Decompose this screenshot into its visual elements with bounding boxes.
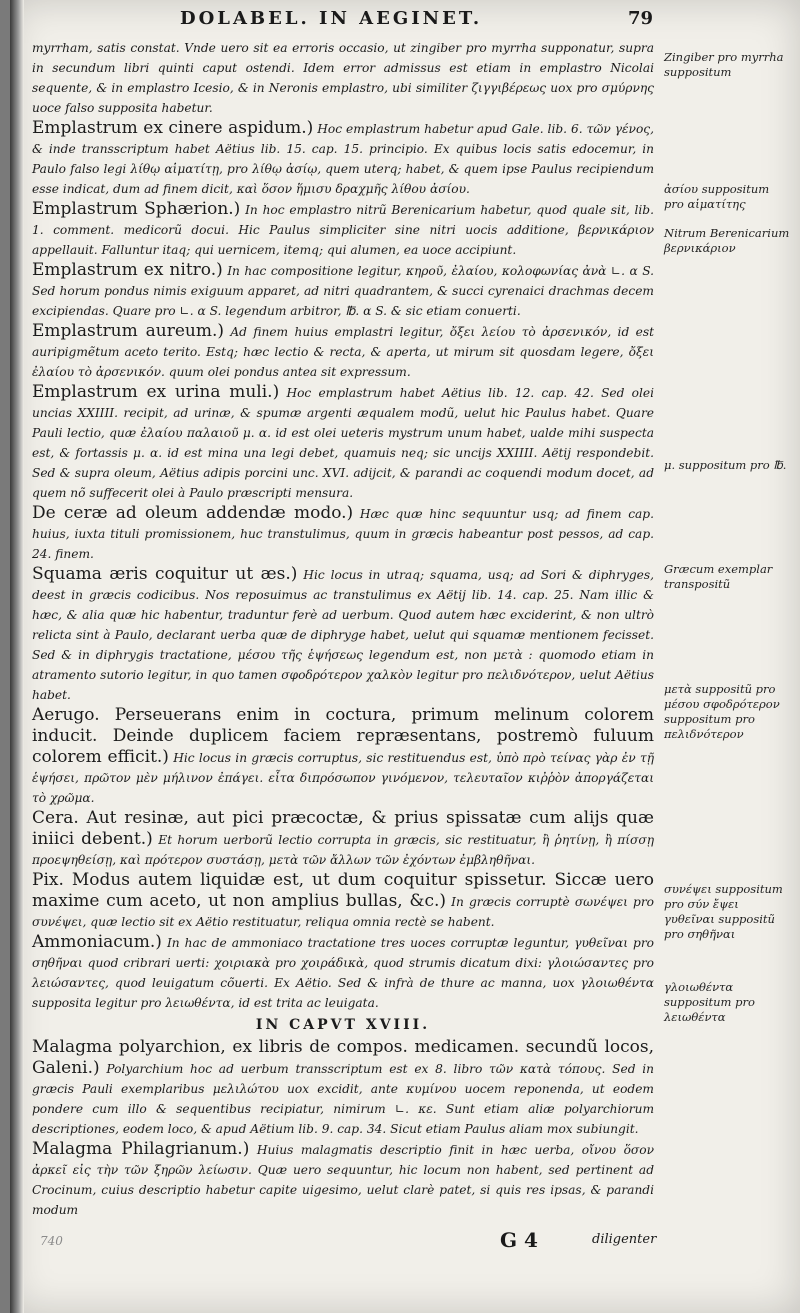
margin-note: γλοιωθέντα suppositum pro λειωθέντα: [664, 980, 755, 1024]
lemma-heading: De ceræ ad oleum addendæ modo.): [32, 503, 354, 523]
main-text-column: [32, 38, 654, 1220]
lemma-heading: Malagma polyarchion, ex libris de compos. medicamen. secundũ locos, Galeni.): [32, 1037, 654, 1078]
commentary-text: In hoc emplastro nitrũ Berenicarium habetur, quod quale sit, lib. 1. comment. medicorũ docui. Hic Paulus simpliciter sine nitri uocis additione, βερνικάριον appellauit. Falluntur itaq; qui uernicem, itemq; qui alumen, ea uoce accipiunt.: [32, 203, 654, 257]
commentary-text: Ad finem huius emplastri legitur, ὄξει λείου τὸ ἀρσενικόν, id est auripigmẽtum aceto terito. Estq; hæc lectio & recta, & aperta, ut mirum sit quosdam legere, ὄξει ἐλαίου τὸ ἀρσενικόν. quum olei pondus antea sit expressum.: [32, 325, 654, 379]
chapter-heading: IN CAPVT XVIII.: [255, 1017, 431, 1033]
commentary-entry: [32, 705, 654, 808]
binding-gutter: [10, 0, 24, 1313]
margin-note: μ. suppositum pro ℔.: [664, 458, 787, 472]
commentary-entry: [32, 1037, 654, 1139]
lemma-heading: Pix. Modus autem liquidæ est, ut dum coquitur spissetur. Siccæ uero maxime cum aceto, ut non amplius bullas, &c.): [32, 870, 654, 911]
commentary-entry: [32, 382, 654, 503]
commentary-text: In græcis corruptè σωνέψει pro συνέψει, quæ lectio sit ex Aëtio restituatur, reliqua omnia rectè se habent.: [32, 895, 654, 929]
margin-note: ἀσίου suppositum pro αἱματίτης: [664, 182, 770, 211]
paragraph: myrrham, satis constat. Vnde uero sit ea erroris occasio, ut zingiber pro myrrha supponatur, supra in secundum libri quinti caput ostendi. Idem error admissus est etiam in emplastro Nicolai sequente, & in emplastro Icesio, & in Neronis emplastro, ubi similiter ζιγγιβέρεως uox pro σμύρνης uoce falso supposita habetur.: [32, 41, 654, 115]
book-page: [10, 0, 800, 1313]
lemma-heading: Emplastrum ex urina muli.): [32, 382, 280, 402]
commentary-text: Hic locus in græcis corruptus, sic restituendus est, ὑπὸ πρὸ τείνας γὰρ ἐν τῇ ἑψήσει, πρῶτον μὲν μήλινον ἐπάγει. εἶτα διπρόσωπον γινόμενον, τελευταῖον κιῤῥὸν ἀποργάζεται τὸ χρῶμα.: [32, 751, 655, 805]
commentary-text: Huius malagmatis descriptio finit in hæc uerba, οἴνου ὅσον ἀρκεῖ εἰς τὴν τῶν ξηρῶν λείωσιν. Quæ uero sequuntur, hic locum non habent, sed pertinent ad Crocinum, cuius descriptio habetur capite uigesimo, uelut clarè patet, si quis res ipsas, & parandi modum: [32, 1143, 654, 1217]
lemma-heading: Emplastrum ex cinere aspidum.): [32, 118, 314, 138]
commentary-text: Hoc emplastrum habet Aëtius lib. 12. cap. 42. Sed olei uncias XXIIII. recipit, ad urinæ, & spumæ argenti æqualem modũ, uelut hic Paulus habet. Quare Pauli lectio, quæ ἐλαίου παλαιοῦ μ. α. id est olei ueteris mystrum unum habet, ualde mihi suspecta est, & fortassis μ. α. id est mina una legi debet, quamuis neq; sic uncijs XXIIII. Aëtij respondebit. Sed & supra oleum, Aëtius adipis porcini unc. XVI. adijcit, & parandi ac coquendi modum docet, ad quem nõ suffecerit olei à Paulo præscripti mensura.: [32, 386, 654, 500]
lemma-heading: Ammoniacum.): [32, 932, 162, 952]
margin-note: μετὰ suppositũ pro μέσου σφοδρότερον suppositum pro πελιδνότερον: [664, 682, 780, 741]
commentary-entry: [32, 564, 654, 705]
commentary-entry: [32, 808, 654, 870]
commentary-entry: [32, 118, 654, 199]
commentary-text: Hæc quæ hinc sequuntur usq; ad finem cap. huius, iuxta tituli promissionem, huc transtulimus, quum in græcis habeantur post pessos, ad cap. 24. finem.: [32, 507, 654, 561]
margin-note: Græcum exemplar transpositũ: [664, 562, 773, 591]
page-header: [80, 6, 680, 34]
lemma-heading: Emplastrum Sphærion.): [32, 199, 241, 219]
commentary-text: Et horum uerborũ lectio corrupta in græcis, sic restituatur, ἢ ῥητίνῃ, ἢ πίσσῃ προεψηθείσῃ, καὶ πρότερον συστάσῃ, μετὰ τῶν ἄλλων τῶν ἐχόντων ἐμβληθῆναι.: [32, 833, 654, 867]
lemma-heading: Emplastrum ex nitro.): [32, 260, 223, 280]
commentary-entry: [32, 503, 654, 564]
commentary-entry: [32, 870, 654, 932]
commentary-entry: [32, 199, 654, 260]
page-footer: [32, 1226, 657, 1262]
commentary-entry: [32, 260, 654, 321]
commentary-entry: [32, 321, 654, 382]
margin-note: συνέψει suppositum pro σύν ἔψει γυθεῖναι suppositũ pro σηθῆναι: [664, 882, 783, 941]
running-head: DOLABEL. IN AEGINET.: [180, 8, 483, 29]
commentary-text: Hic locus in utraq; squama, usq; ad Sori & diphryges, deest in græcis codicibus. Nos reposuimus ac transtulimus ex Aëtij lib. 14. cap. 25. Nam illic & hæc, & alia quæ hic habentur, traduntur ferè ad uerbum. Quod autem hæc exciderint, & non ultrò relicta sint à Paulo, declarant uerba quæ de diphryge habet, uelut qui squamæ mentionem fecisset. Sed & in diphrygis tractatione, μέσου τῆς ἑψήσεως legendum est, non μετὰ : quomodo etiam in atramento sutorio legitur, in quo tamen σφοδρότερον χαλκὸν legitur pro πελιδνότερον, uelut Aëtius habet.: [32, 568, 654, 702]
commentary-text: Polyarchium hoc ad uerbum transscriptum est ex 8. libro τῶν κατὰ τόπους. Sed in græcis Pauli exemplaribus μελιλώτου uox excidit, ante κυμίνου uocem reponenda, ut eodem pondere cum illo & sequentibus recipiatur, nimirum ∟. κε. Sunt etiam aliæ polyarchiorum descriptiones, eodem loco, & apud Aëtium lib. 9. cap. 34. Sicut etiam Paulus aliam mox subiungit.: [32, 1062, 654, 1136]
margin-note: Nitrum Berenicarium βερνικάριον: [664, 226, 790, 255]
lemma-heading: Malagma Philagrianum.): [32, 1139, 250, 1159]
lemma-heading: Squama æris coquitur ut æs.): [32, 564, 298, 584]
margin-note: Zingiber pro myrrha suppositum: [664, 50, 784, 79]
commentary-text: In hac compositione legitur, κηροῦ, ἐλαίου, κολοφωνίας ἀνὰ ∟. α S. Sed horum pondus nimis exiguum apparet, ad nitri quadrantem, & succi cyrenaici drachmas decem excipiendas. Quare pro ∟. α S. legendum arbitror, ℔. α S. & sic etiam conuerti.: [32, 264, 654, 318]
page-number: 79: [628, 8, 654, 29]
pencil-folio-mark: 740: [40, 1234, 63, 1248]
lemma-heading: Emplastrum aureum.): [32, 321, 225, 341]
commentary-entry: [32, 932, 654, 1013]
commentary-entry: [32, 1139, 654, 1220]
lemma-heading: Aerugo. Perseuerans enim in coctura, primum melinum colorem inducit. Deinde duplicem faciem repræsentans, postremò fuluum colorem efficit.): [32, 705, 654, 767]
catchword: diligenter: [592, 1232, 657, 1247]
lemma-heading: Cera. Aut resinæ, aut pici præcoctæ, & prius spissatæ cum alijs quæ iniici debent.): [32, 808, 654, 849]
signature-mark: G 4: [500, 1228, 538, 1252]
commentary-text: In hac de ammoniaco tractatione tres uoces corruptæ leguntur, γυθεῖναι pro σηθῆναι quod cribrari uerti: χοιριακὰ pro χοιράδικὰ, quod strumis dicatum dixi: γλοιώσαντες pro λειώσαντες, quod leuigatum cõuerti. Ex Aëtio. Sed & infrà de thure ac manna, uox γλοιωθέντα supposita legitur pro λειωθέντα, id est trita ac leuigata.: [32, 936, 654, 1010]
commentary-text: Hoc emplastrum habetur apud Gale. lib. 6. τῶν γένος, & inde transscriptum habet Aëtius lib. 15. cap. 15. principio. Ex quibus locis satis edocemur, in Paulo falso legi λίθῳ αἱματίτῃ, pro λίθῳ ἀσίῳ, quem uterq; habet, & quem ipse Paulus recipiendum esse indicat, dum ad finem dicit, καὶ ὅσον ἥμισυ δραχμῆς λίθου ἀσίου.: [32, 122, 654, 196]
